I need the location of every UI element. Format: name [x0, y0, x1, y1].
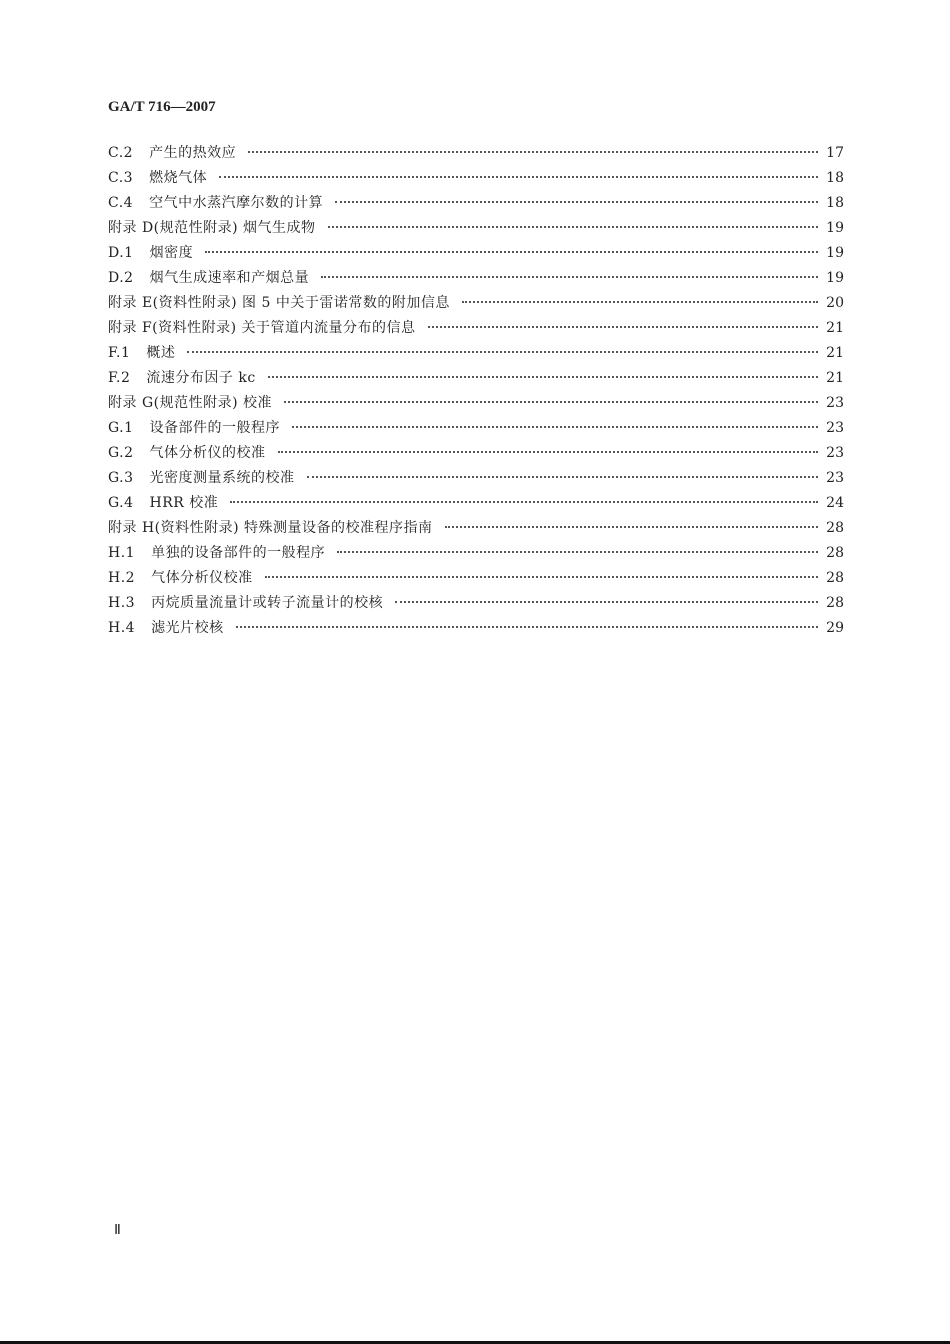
- toc-entry-title: 光密度测量系统的校准: [149, 470, 295, 486]
- toc-leader-dots: [395, 601, 818, 603]
- toc-leader-dots: [307, 476, 818, 478]
- toc-entry-number: H.3: [108, 595, 136, 611]
- toc-entry-label: [108, 541, 325, 566]
- toc-entry-title: 烟气生成速率和产烟总量: [149, 270, 310, 286]
- toc-entry-label: [108, 266, 309, 291]
- toc-entry-title: 产生的热效应: [149, 145, 237, 161]
- toc-leader-dots: [205, 251, 818, 253]
- toc-entry-page: 21: [826, 370, 844, 386]
- toc-entry-title: 设备部件的一般程序: [149, 420, 281, 436]
- toc-entry[interactable]: [108, 366, 844, 391]
- toc-entry-title: 概述: [146, 345, 176, 361]
- toc-entry-page: 23: [826, 445, 844, 461]
- toc-entry-title: 单独的设备部件的一般程序: [151, 545, 326, 561]
- toc-entry-number: G.1: [108, 420, 134, 436]
- toc-entry-label: [108, 166, 207, 191]
- toc-entry-page: 17: [826, 145, 844, 161]
- toc-leader-dots: [230, 501, 818, 503]
- toc-entry-page: 28: [826, 545, 844, 561]
- toc-entry[interactable]: [108, 416, 844, 441]
- toc-entry-label: [108, 391, 272, 416]
- toc-entry-title: 流速分布因子 kc: [146, 370, 256, 386]
- toc-entry-number: H.1: [108, 545, 136, 561]
- toc-entry[interactable]: [108, 166, 844, 191]
- toc-entry[interactable]: [108, 616, 844, 641]
- toc-entry-number: F.1: [108, 345, 131, 361]
- toc-entry[interactable]: [108, 566, 844, 591]
- toc-entry-title: 丙烷质量流量计或转子流量计的校核: [151, 595, 384, 611]
- toc-entry-page: 19: [826, 245, 844, 261]
- toc-entry-label: [108, 366, 256, 391]
- toc-leader-dots: [187, 351, 818, 353]
- toc-entry[interactable]: [108, 316, 844, 341]
- toc-entry-label: [108, 616, 224, 641]
- toc-entry-number: H.4: [108, 620, 136, 636]
- toc-entry-title: 附录 D(规范性附录) 烟气生成物: [108, 220, 316, 236]
- toc-entry-page: 20: [826, 295, 844, 311]
- toc-entry-page: 21: [826, 320, 844, 336]
- toc-entry-label: [108, 591, 383, 616]
- toc-leader-dots: [292, 426, 818, 428]
- toc-entry-number: D.1: [108, 245, 134, 261]
- toc-entry-page: 19: [826, 220, 844, 236]
- toc-leader-dots: [284, 401, 818, 403]
- toc-entry-number: F.2: [108, 370, 131, 386]
- toc-entry-page: 18: [826, 195, 844, 211]
- table-of-contents: [108, 141, 844, 641]
- toc-entry-label: [108, 566, 253, 591]
- toc-entry-page: 21: [826, 345, 844, 361]
- toc-entry-page: 28: [826, 520, 844, 536]
- toc-entry-title: 气体分析仪校准: [151, 570, 253, 586]
- toc-leader-dots: [248, 151, 818, 153]
- toc-entry-title: 附录 G(规范性附录) 校准: [108, 395, 273, 411]
- toc-leader-dots: [328, 226, 818, 228]
- toc-leader-dots: [265, 576, 818, 578]
- toc-leader-dots: [335, 201, 818, 203]
- toc-entry-label: [108, 141, 236, 166]
- toc-entry-title: 附录 E(资料性附录) 图 5 中关于雷诺常数的附加信息: [108, 295, 450, 311]
- toc-entry[interactable]: [108, 516, 844, 541]
- toc-entry-label: [108, 291, 450, 316]
- toc-entry-page: 19: [826, 270, 844, 286]
- toc-entry-label: [108, 341, 175, 366]
- toc-entry-number: D.2: [108, 270, 134, 286]
- toc-entry-label: [108, 191, 323, 216]
- toc-entry[interactable]: [108, 266, 844, 291]
- toc-entry-page: 23: [826, 470, 844, 486]
- toc-entry[interactable]: [108, 391, 844, 416]
- toc-entry-number: C.2: [108, 145, 134, 161]
- toc-leader-dots: [268, 376, 818, 378]
- toc-entry[interactable]: [108, 191, 844, 216]
- toc-leader-dots: [236, 626, 818, 628]
- toc-leader-dots: [278, 451, 818, 453]
- toc-entry[interactable]: [108, 441, 844, 466]
- toc-entry-number: G.4: [108, 495, 134, 511]
- toc-entry-number: H.2: [108, 570, 136, 586]
- toc-entry-page: 29: [826, 620, 844, 636]
- toc-leader-dots: [428, 326, 818, 328]
- toc-entry-title: 燃烧气体: [149, 170, 208, 186]
- toc-entry-title: HRR 校准: [149, 495, 219, 511]
- toc-entry-number: G.3: [108, 470, 134, 486]
- toc-entry-number: C.3: [108, 170, 134, 186]
- toc-entry-label: [108, 316, 416, 341]
- toc-leader-dots: [462, 301, 818, 303]
- toc-entry-title: 气体分析仪的校准: [149, 445, 266, 461]
- toc-leader-dots: [445, 526, 818, 528]
- toc-entry-title: 附录 F(资料性附录) 关于管道内流量分布的信息: [108, 320, 416, 336]
- toc-entry-number: C.4: [108, 195, 134, 211]
- toc-entry-page: 18: [826, 170, 844, 186]
- toc-entry-label: [108, 216, 316, 241]
- toc-leader-dots: [337, 551, 818, 553]
- toc-entry[interactable]: [108, 241, 844, 266]
- toc-entry-page: 28: [826, 595, 844, 611]
- toc-leader-dots: [321, 276, 818, 278]
- document-code: GA/T 716—2007: [108, 99, 216, 115]
- toc-entry-label: [108, 416, 280, 441]
- toc-entry-page: 23: [826, 395, 844, 411]
- toc-entry[interactable]: [108, 216, 844, 241]
- toc-entry-label: [108, 241, 193, 266]
- toc-entry-page: 23: [826, 420, 844, 436]
- toc-entry[interactable]: [108, 591, 844, 616]
- toc-entry-title: 附录 H(资料性附录) 特殊测量设备的校准程序指南: [108, 520, 433, 536]
- toc-entry-number: G.2: [108, 445, 134, 461]
- toc-entry-label: [108, 516, 433, 541]
- toc-entry[interactable]: [108, 491, 844, 516]
- page-number: Ⅱ: [114, 1223, 121, 1238]
- toc-entry[interactable]: [108, 541, 844, 566]
- toc-entry-title: 空气中水蒸汽摩尔数的计算: [149, 195, 324, 211]
- toc-entry-label: [108, 491, 218, 516]
- toc-entry[interactable]: [108, 466, 844, 491]
- toc-entry-page: 28: [826, 570, 844, 586]
- toc-entry-page: 24: [826, 495, 844, 511]
- toc-leader-dots: [219, 176, 818, 178]
- toc-entry[interactable]: [108, 291, 844, 316]
- toc-entry-label: [108, 466, 295, 491]
- toc-entry[interactable]: [108, 341, 844, 366]
- toc-entry[interactable]: [108, 141, 844, 166]
- toc-entry-label: [108, 441, 266, 466]
- toc-entry-title: 烟密度: [149, 245, 194, 261]
- toc-entry-title: 滤光片校核: [151, 620, 224, 636]
